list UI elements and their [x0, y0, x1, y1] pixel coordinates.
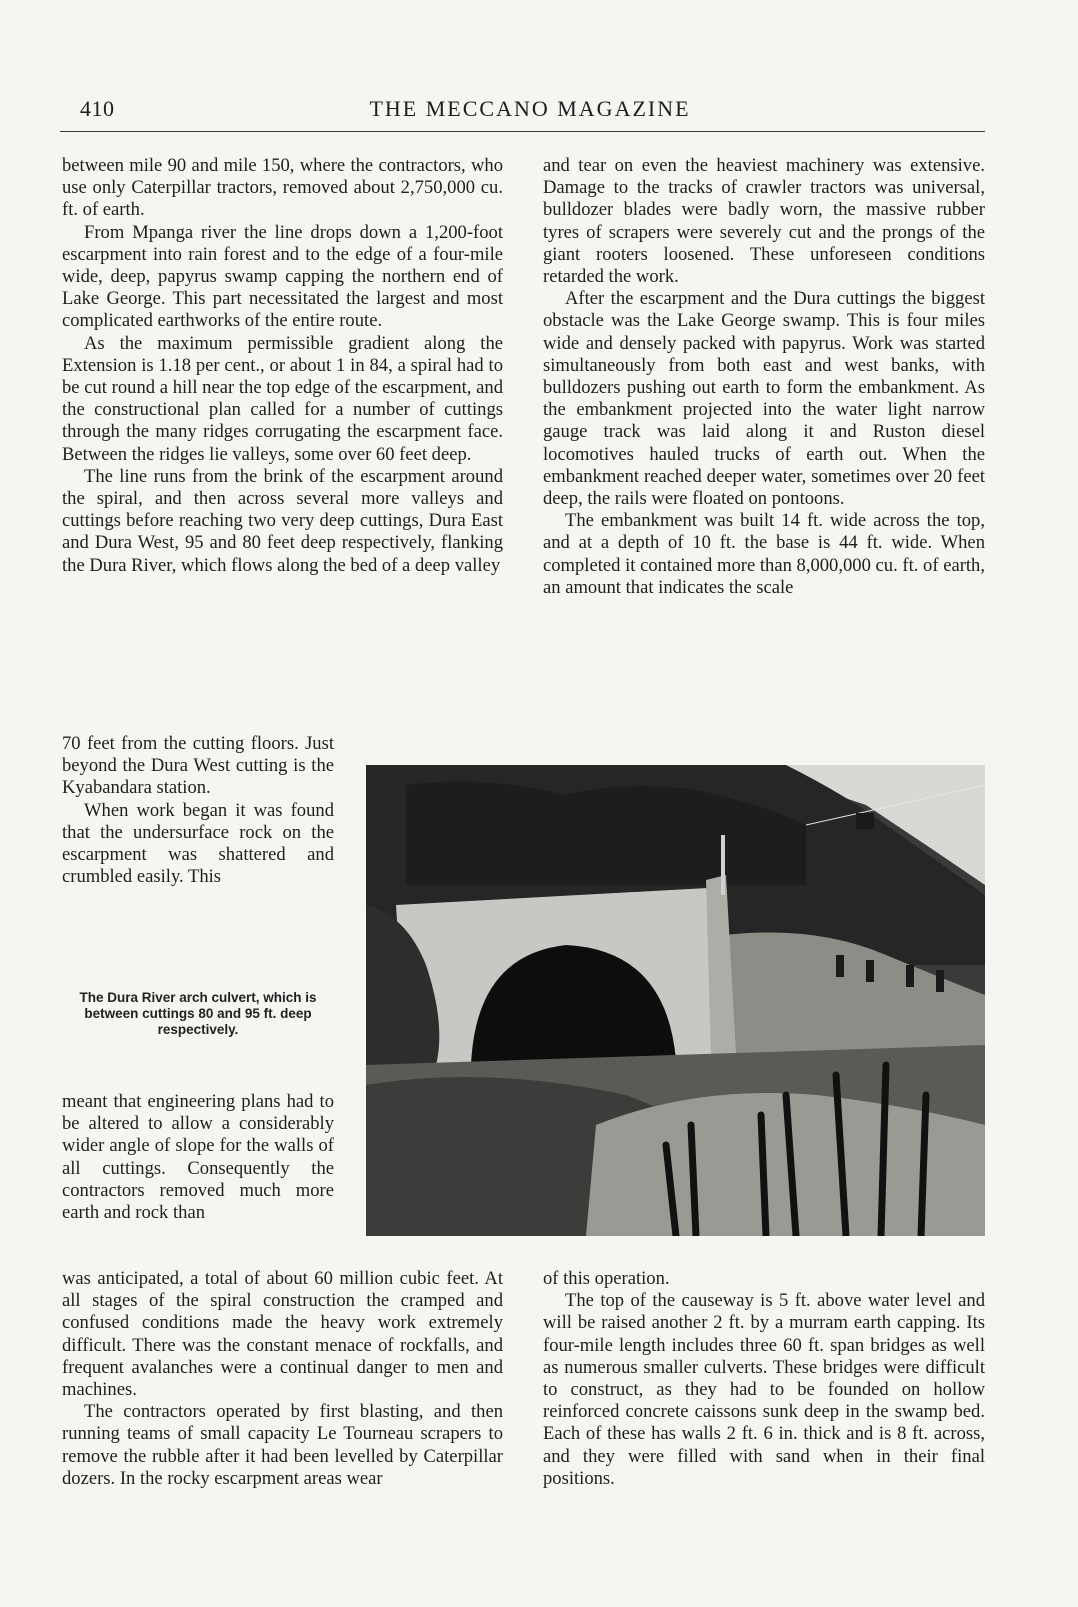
culvert-photo-illustration: [366, 765, 985, 1236]
paragraph: When work began it was found that the undersurface rock on the escarpment was shattered and crumbled easily. This: [62, 799, 334, 888]
header-rule: [60, 131, 985, 132]
left-column-narrow-lower: [62, 1091, 334, 1224]
paragraph: of this operation.: [543, 1268, 670, 1289]
running-title: THE MECCANO MAGAZINE: [369, 96, 691, 121]
paragraph: between mile 90 and mile 150, where the contractors, who use only Caterpillar tractors, removed about 2,750,000 cu. ft. of earth.: [62, 155, 503, 221]
paragraph: meant that engineering plans had to be altered to allow a considerably wider angle of slope for the walls of all cuttings. Consequently the contractors removed much more earth and rock than: [62, 1091, 334, 1224]
paragraph: After the escarpment and the Dura cuttings the biggest obstacle was the Lake George swamp. This is four miles wide and densely packed with papyrus. Work was started simultaneously from both east and west banks, with bulldozers pushing out earth to form the embankment. As the embankment projected into the water light narrow gauge track was laid along it and Ruston diesel locomotives hauled trucks of earth out. When the embankment reached deeper water, sometimes over 20 feet deep, the rails were floated on pontoons.: [543, 288, 985, 510]
page-number: 410: [80, 96, 115, 121]
figure-caption: The Dura River arch culvert, which is between cuttings 80 and 95 ft. deep respectively.: [79, 990, 317, 1037]
culvert-photograph: [366, 765, 985, 1236]
left-column-bottom: [62, 1268, 503, 1490]
paragraph: 70 feet from the cutting floors. Just beyond the Dura West cutting is the Kyabandara station.: [62, 733, 334, 799]
paragraph: The top of the causeway is 5 ft. above water level and will be raised another 2 ft. by a murram earth capping. Its four-mile length includes three 60 ft. span bridges as well as numerous smaller culverts. These bridges were difficult to construct, as they had to be founded on hollow reinforced concrete caissons sunk deep in the swamp bed. Each of these has walls 2 ft. 6 in. thick and is 8 ft. across, and they were filled with sand when in their final positions.: [543, 1290, 985, 1489]
paragraph: The contractors operated by first blasting, and then running teams of small capacity Le Tourneau scrapers to remove the rubble after it had been levelled by Caterpillar dozers. In the rocky escarpment areas wear: [62, 1401, 503, 1489]
paragraph: The embankment was built 14 ft. wide across the top, and at a depth of 10 ft. the base is 44 ft. wide. When completed it contained more than 8,000,000 cu. ft. of earth, an amount that indicates the scale: [543, 510, 985, 598]
paragraph: and tear on even the heaviest machinery was extensive. Damage to the tracks of crawler tractors was universal, bulldozer blades were badly worn, the massive rubber tyres of scrapers were severely cut and the prongs of the giant rooters loosened. These unforeseen conditions retarded the work.: [543, 155, 985, 288]
right-column-top: [543, 155, 985, 599]
left-column-top: [62, 155, 503, 577]
right-column-bottom: [543, 1268, 985, 1490]
paragraph: was anticipated, a total of about 60 million cubic feet. At all stages of the spiral construction the cramped and confused conditions made the heavy work extremely difficult. There was the constant menace of rockfalls, and frequent avalanches were a continual danger to men and machines.: [62, 1268, 503, 1401]
left-column-narrow-upper: [62, 733, 334, 888]
paragraph: As the maximum permissible gradient along the Extension is 1.18 per cent., or about 1 in 84, a spiral had to be cut round a hill near the top edge of the escarpment, and the constructional plan called for a number of cuttings through the many ridges corrugating the escarpment face. Between the ridges lie valleys, some over 60 feet deep.: [62, 332, 503, 465]
paragraph: From Mpanga river the line drops down a 1,200-foot escarpment into rain forest and to the edge of a four-mile wide, deep, papyrus swamp capping the northern end of Lake George. This part necessitated the largest and most complicated earthworks of the entire route.: [62, 221, 503, 332]
paragraph: The line runs from the brink of the escarpment around the spiral, and then across several more valleys and cuttings before reaching two very deep cuttings, Dura East and Dura West, 95 and 80 feet deep respectively, flanking the Dura River, which flows along the bed of a deep valley: [62, 465, 503, 576]
